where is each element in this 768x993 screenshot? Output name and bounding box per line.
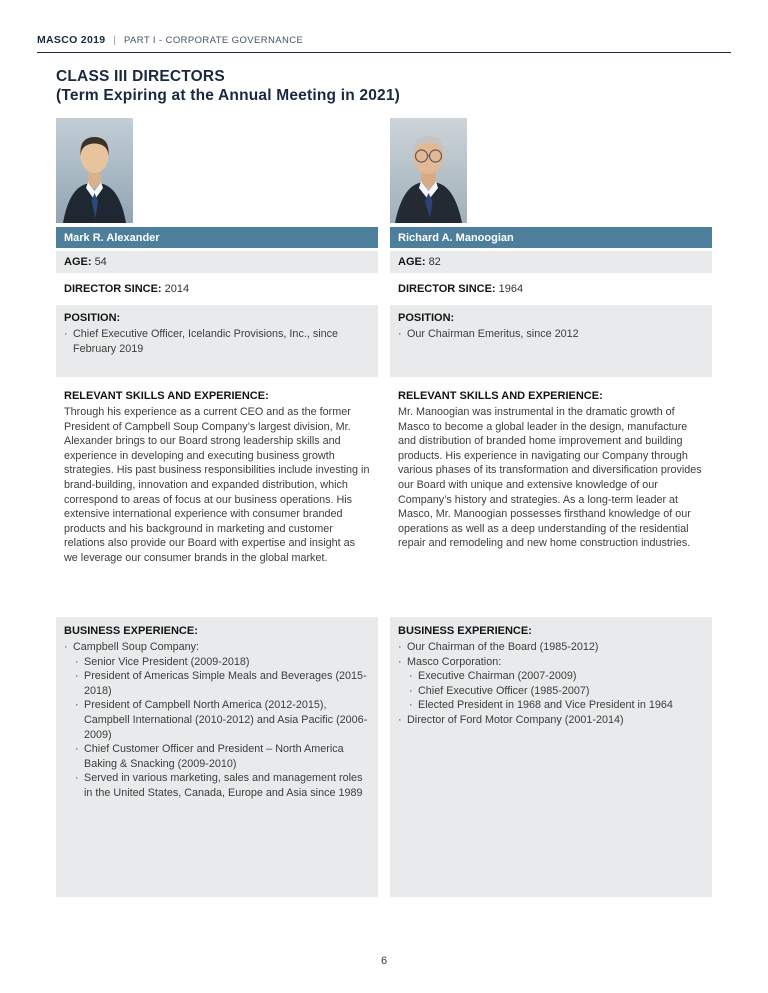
bullet-item	[64, 640, 370, 655]
bullet-item	[398, 655, 704, 670]
bullet-icon: ·	[398, 328, 402, 340]
position-list	[64, 327, 370, 356]
bullet-text: Our Chairman of the Board (1985-2012)	[407, 641, 599, 653]
page-content	[56, 67, 712, 945]
bullet-item	[64, 698, 370, 742]
director-since-label: DIRECTOR SINCE:	[64, 283, 162, 295]
bullet-icon: ·	[64, 328, 68, 340]
age-value: 82	[428, 256, 441, 268]
page-footer	[37, 945, 731, 967]
bullet-icon: ·	[75, 655, 79, 668]
page-title	[56, 67, 712, 105]
skills-heading: RELEVANT SKILLS AND EXPERIENCE:	[398, 390, 603, 402]
bullet-text: Executive Chairman (2007-2009)	[418, 670, 577, 683]
brand-text: MASCO 2019	[37, 34, 106, 46]
bullet-item	[64, 742, 370, 771]
bullet-text: Chief Customer Officer and President – North America Baking & Snacking (2009-2010)	[84, 743, 344, 770]
director-since-row	[56, 278, 378, 300]
director-photo	[390, 118, 467, 223]
director-name: Mark R. Alexander	[64, 232, 160, 244]
bullet-text: Served in various marketing, sales and management roles in the United States, Canada, Europe and Asia since 1989	[84, 772, 363, 799]
bullet-icon: ·	[64, 641, 68, 653]
business-list	[398, 640, 704, 728]
director-name: Richard A. Manoogian	[398, 232, 514, 244]
bullet-item	[64, 771, 370, 800]
bullet-item	[398, 684, 704, 699]
bullet-icon: ·	[75, 670, 79, 683]
bullet-text: President of Campbell North America (2012-2015), Campbell International (2010-2012) and Asia Pacific (2006-2009)	[84, 699, 368, 741]
bullet-text: Masco Corporation:	[407, 655, 502, 668]
business-heading: BUSINESS EXPERIENCE:	[398, 625, 532, 637]
bullet-icon: ·	[409, 699, 413, 712]
position-box	[390, 305, 712, 377]
skills-text: Through his experience as a current CEO and as the former President of Campbell Soup Company’s largest division, Mr. Alexander brings to our Board strong leadership skills and experience in developing and executing business growth strategies. His past business responsibilities include investing in brand-building, innovation and expanded distribution, which correspond to areas of focus at our business operations. His extensive international experience with consumer branded products and his background in marketing and customer relations also provide our Board with expertise and insight as we leverage our consumer brands in the global market.	[64, 406, 370, 564]
director-card	[390, 118, 712, 897]
page-header	[37, 34, 731, 53]
position-box	[56, 305, 378, 377]
skills-section	[56, 377, 378, 617]
bullet-icon: ·	[398, 713, 402, 726]
business-heading: BUSINESS EXPERIENCE:	[64, 625, 198, 637]
bullet-text: Campbell Soup Company:	[73, 641, 200, 653]
skills-text: Mr. Manoogian was instrumental in the dramatic growth of Masco to become a global leader in the design, manufacture and distribution of branded home improvement and building products. His experience in navigating our Company through various phases of its transformation and diversification provides our Board with unique and extensive knowledge of our Company’s history and strategies. As a long-term leader at Masco, Mr. Manoogian possesses firsthand knowledge of our operations as well as a deep understanding of the residential repair and remodeling and new home construction industries.	[398, 406, 702, 550]
bullet-text: Our Chairman Emeritus, since 2012	[407, 328, 579, 340]
bullet-icon: ·	[409, 684, 413, 697]
director-since-value: 2014	[164, 283, 190, 295]
business-list	[64, 640, 370, 801]
bullet-text: Chief Executive Officer (1985-2007)	[418, 684, 590, 697]
director-columns	[56, 118, 712, 897]
bullet-item	[64, 327, 370, 356]
bullet-item	[398, 698, 704, 713]
director-name-bar	[390, 227, 712, 248]
bullet-item	[398, 669, 704, 684]
page-number: 6	[380, 955, 388, 967]
director-since-value: 1964	[498, 283, 524, 295]
page-title-line1: CLASS III DIRECTORS	[56, 68, 225, 85]
age-label: AGE:	[398, 256, 426, 268]
age-label: AGE:	[64, 256, 92, 268]
bullet-text: Director of Ford Motor Company (2001-2014)	[407, 713, 624, 726]
bullet-item	[398, 327, 704, 342]
bullet-icon: ·	[398, 641, 402, 653]
skills-heading: RELEVANT SKILLS AND EXPERIENCE:	[64, 390, 269, 402]
header-section-label: PART I - CORPORATE GOVERNANCE	[123, 35, 304, 46]
bullet-text: President of Americas Simple Meals and Beverages (2015-2018)	[84, 670, 367, 697]
bullet-icon: ·	[75, 699, 79, 712]
age-row	[390, 251, 712, 273]
bullet-item	[398, 640, 704, 655]
bullet-text: Senior Vice President (2009-2018)	[84, 655, 250, 668]
bullet-icon: ·	[75, 772, 79, 785]
bullet-item	[64, 655, 370, 670]
position-heading: POSITION:	[64, 312, 121, 324]
director-photo	[56, 118, 133, 223]
position-heading: POSITION:	[398, 312, 455, 324]
header-divider: |	[113, 35, 116, 46]
page-title-line2: (Term Expiring at the Annual Meeting in 2021)	[56, 87, 401, 104]
director-since-row	[390, 278, 712, 300]
bullet-item	[64, 669, 370, 698]
skills-section	[390, 377, 712, 617]
director-name-bar	[56, 227, 378, 248]
business-experience-box	[390, 617, 712, 897]
bullet-text: Chief Executive Officer, Icelandic Provisions, Inc., since February 2019	[73, 328, 339, 355]
age-value: 54	[94, 256, 107, 268]
business-experience-box	[56, 617, 378, 897]
bullet-icon: ·	[409, 670, 413, 683]
bullet-icon: ·	[398, 655, 402, 668]
bullet-icon: ·	[75, 743, 79, 756]
bullet-text: Elected President in 1968 and Vice President in 1964	[418, 699, 673, 712]
position-list	[398, 327, 704, 342]
age-row	[56, 251, 378, 273]
director-since-label: DIRECTOR SINCE:	[398, 283, 496, 295]
bullet-item	[398, 713, 704, 728]
director-card	[56, 118, 378, 897]
